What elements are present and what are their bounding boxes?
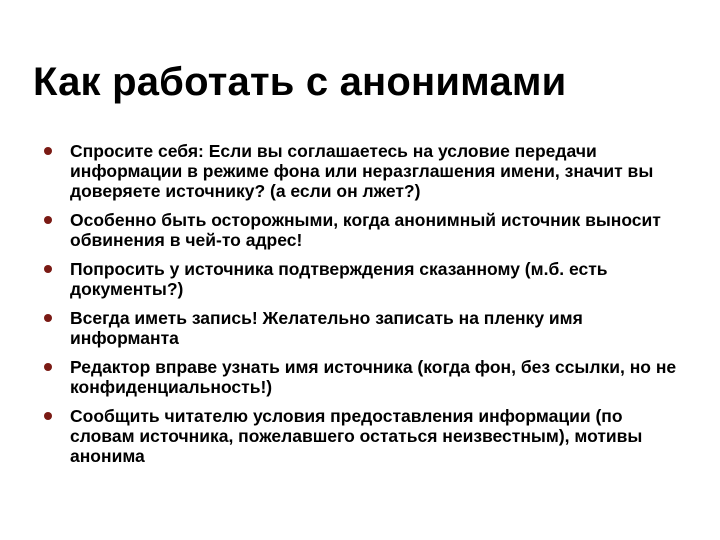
bullet-dot-icon bbox=[44, 147, 52, 155]
bullet-dot-icon bbox=[44, 216, 52, 224]
bullet-text: Всегда иметь запись! Желательно записать на пленку имя информанта bbox=[70, 308, 583, 348]
bullet-item bbox=[42, 357, 682, 397]
bullet-text: Особенно быть осторожными, когда анонимный источник выносит обвинения в чей-то адрес! bbox=[70, 210, 661, 250]
bullet-item bbox=[42, 210, 682, 250]
bullet-text: Спросите себя: Если вы соглашаетесь на условие передачи информации в режиме фона или неразглашения имени, значит вы доверяете источнику? (а если он лжет?) bbox=[70, 141, 654, 201]
bullet-dot-icon bbox=[44, 412, 52, 420]
bullet-dot-icon bbox=[44, 363, 52, 371]
bullet-text: Редактор вправе узнать имя источника (когда фон, без ссылки, но не конфиденциальность!) bbox=[70, 357, 677, 397]
bullet-item bbox=[42, 141, 682, 201]
bullet-item bbox=[42, 259, 682, 299]
bullet-dot-icon bbox=[44, 314, 52, 322]
bullet-dot-icon bbox=[44, 265, 52, 273]
bullet-list bbox=[42, 141, 682, 475]
bullet-text: Попросить у источника подтверждения сказанному (м.б. есть документы?) bbox=[70, 259, 608, 299]
bullet-text: Сообщить читателю условия предоставления информации (по словам источника, пожелавшего остаться неизвестным), мотивы анонима bbox=[70, 406, 643, 466]
bullet-item bbox=[42, 406, 682, 466]
bullet-item bbox=[42, 308, 682, 348]
slide-title: Как работать с анонимами bbox=[33, 60, 567, 104]
